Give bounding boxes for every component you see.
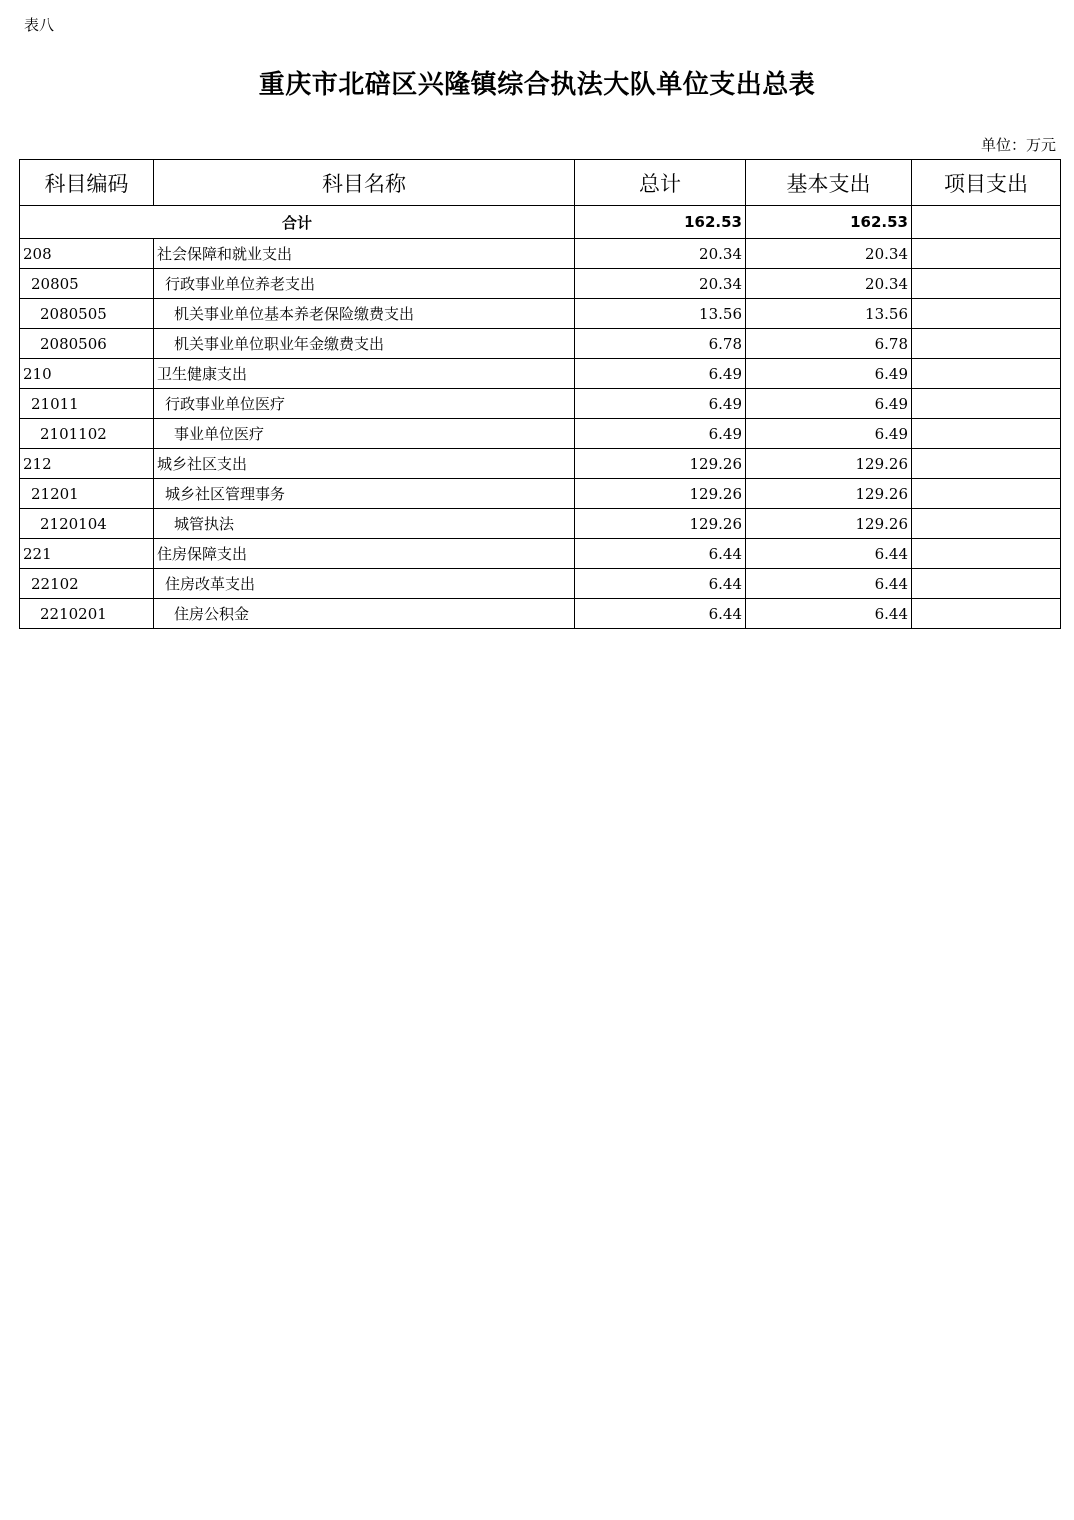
unit-label: 单位：万元 — [980, 136, 1056, 154]
cell-project — [912, 269, 1061, 299]
cell-project — [912, 299, 1061, 329]
cell-total: 20.34 — [575, 239, 746, 269]
cell-total: 6.49 — [575, 419, 746, 449]
cell-total: 13.56 — [575, 299, 746, 329]
cell-basic: 129.26 — [746, 509, 912, 539]
total-row — [20, 206, 1061, 239]
cell-project — [912, 569, 1061, 599]
table-row — [20, 539, 1061, 569]
cell-total: 129.26 — [575, 449, 746, 479]
cell-project — [912, 539, 1061, 569]
cell-total: 6.49 — [575, 359, 746, 389]
cell-project — [912, 479, 1061, 509]
cell-code: 221 — [20, 539, 154, 569]
table-number: 表八 — [24, 16, 55, 34]
table-row — [20, 569, 1061, 599]
page-title: 重庆市北碚区兴隆镇综合执法大队单位支出总表 — [258, 70, 816, 100]
cell-code: 2210201 — [20, 599, 154, 629]
cell-total: 20.34 — [575, 269, 746, 299]
table-row — [20, 479, 1061, 509]
table-row — [20, 299, 1061, 329]
cell-code: 210 — [20, 359, 154, 389]
cell-name: 住房公积金 — [154, 599, 575, 629]
cell-basic: 6.44 — [746, 569, 912, 599]
cell-code: 2101102 — [20, 419, 154, 449]
cell-basic: 129.26 — [746, 449, 912, 479]
total-project — [912, 206, 1061, 239]
table-header-row — [20, 160, 1061, 206]
cell-basic: 6.49 — [746, 419, 912, 449]
table-row — [20, 329, 1061, 359]
cell-basic: 6.44 — [746, 539, 912, 569]
cell-name: 城管执法 — [154, 509, 575, 539]
cell-basic: 6.44 — [746, 599, 912, 629]
table-row — [20, 239, 1061, 269]
cell-code: 21201 — [20, 479, 154, 509]
cell-name: 卫生健康支出 — [154, 359, 575, 389]
cell-total: 6.44 — [575, 599, 746, 629]
cell-name: 机关事业单位职业年金缴费支出 — [154, 329, 575, 359]
column-header-total: 总计 — [575, 160, 746, 206]
table-row — [20, 419, 1061, 449]
total-sum: 162.53 — [575, 206, 746, 239]
cell-name: 城乡社区支出 — [154, 449, 575, 479]
cell-basic: 13.56 — [746, 299, 912, 329]
column-header-project: 项目支出 — [912, 160, 1061, 206]
cell-name: 行政事业单位养老支出 — [154, 269, 575, 299]
cell-total: 129.26 — [575, 479, 746, 509]
cell-code: 20805 — [20, 269, 154, 299]
cell-basic: 6.49 — [746, 359, 912, 389]
table-row — [20, 449, 1061, 479]
total-basic: 162.53 — [746, 206, 912, 239]
cell-name: 机关事业单位基本养老保险缴费支出 — [154, 299, 575, 329]
cell-total: 6.78 — [575, 329, 746, 359]
cell-code: 2120104 — [20, 509, 154, 539]
cell-basic: 20.34 — [746, 269, 912, 299]
table-row — [20, 359, 1061, 389]
cell-code: 22102 — [20, 569, 154, 599]
table-row — [20, 599, 1061, 629]
table-row — [20, 509, 1061, 539]
cell-project — [912, 449, 1061, 479]
cell-basic: 6.49 — [746, 389, 912, 419]
cell-name: 事业单位医疗 — [154, 419, 575, 449]
cell-total: 6.44 — [575, 539, 746, 569]
cell-project — [912, 599, 1061, 629]
cell-basic: 20.34 — [746, 239, 912, 269]
cell-project — [912, 239, 1061, 269]
table-row — [20, 389, 1061, 419]
cell-code: 2080506 — [20, 329, 154, 359]
cell-project — [912, 359, 1061, 389]
column-header-code: 科目编码 — [20, 160, 154, 206]
cell-total: 129.26 — [575, 509, 746, 539]
cell-project — [912, 389, 1061, 419]
cell-name: 行政事业单位医疗 — [154, 389, 575, 419]
cell-total: 6.44 — [575, 569, 746, 599]
cell-name: 住房保障支出 — [154, 539, 575, 569]
cell-code: 21011 — [20, 389, 154, 419]
cell-basic: 6.78 — [746, 329, 912, 359]
cell-name: 住房改革支出 — [154, 569, 575, 599]
total-label: 合计 — [20, 206, 575, 239]
cell-code: 208 — [20, 239, 154, 269]
cell-total: 6.49 — [575, 389, 746, 419]
cell-name: 城乡社区管理事务 — [154, 479, 575, 509]
column-header-basic: 基本支出 — [746, 160, 912, 206]
cell-code: 2080505 — [20, 299, 154, 329]
column-header-name: 科目名称 — [154, 160, 575, 206]
table-row — [20, 269, 1061, 299]
cell-basic: 129.26 — [746, 479, 912, 509]
cell-project — [912, 509, 1061, 539]
cell-project — [912, 329, 1061, 359]
cell-code: 212 — [20, 449, 154, 479]
expenditure-table — [19, 159, 1061, 629]
cell-name: 社会保障和就业支出 — [154, 239, 575, 269]
cell-project — [912, 419, 1061, 449]
